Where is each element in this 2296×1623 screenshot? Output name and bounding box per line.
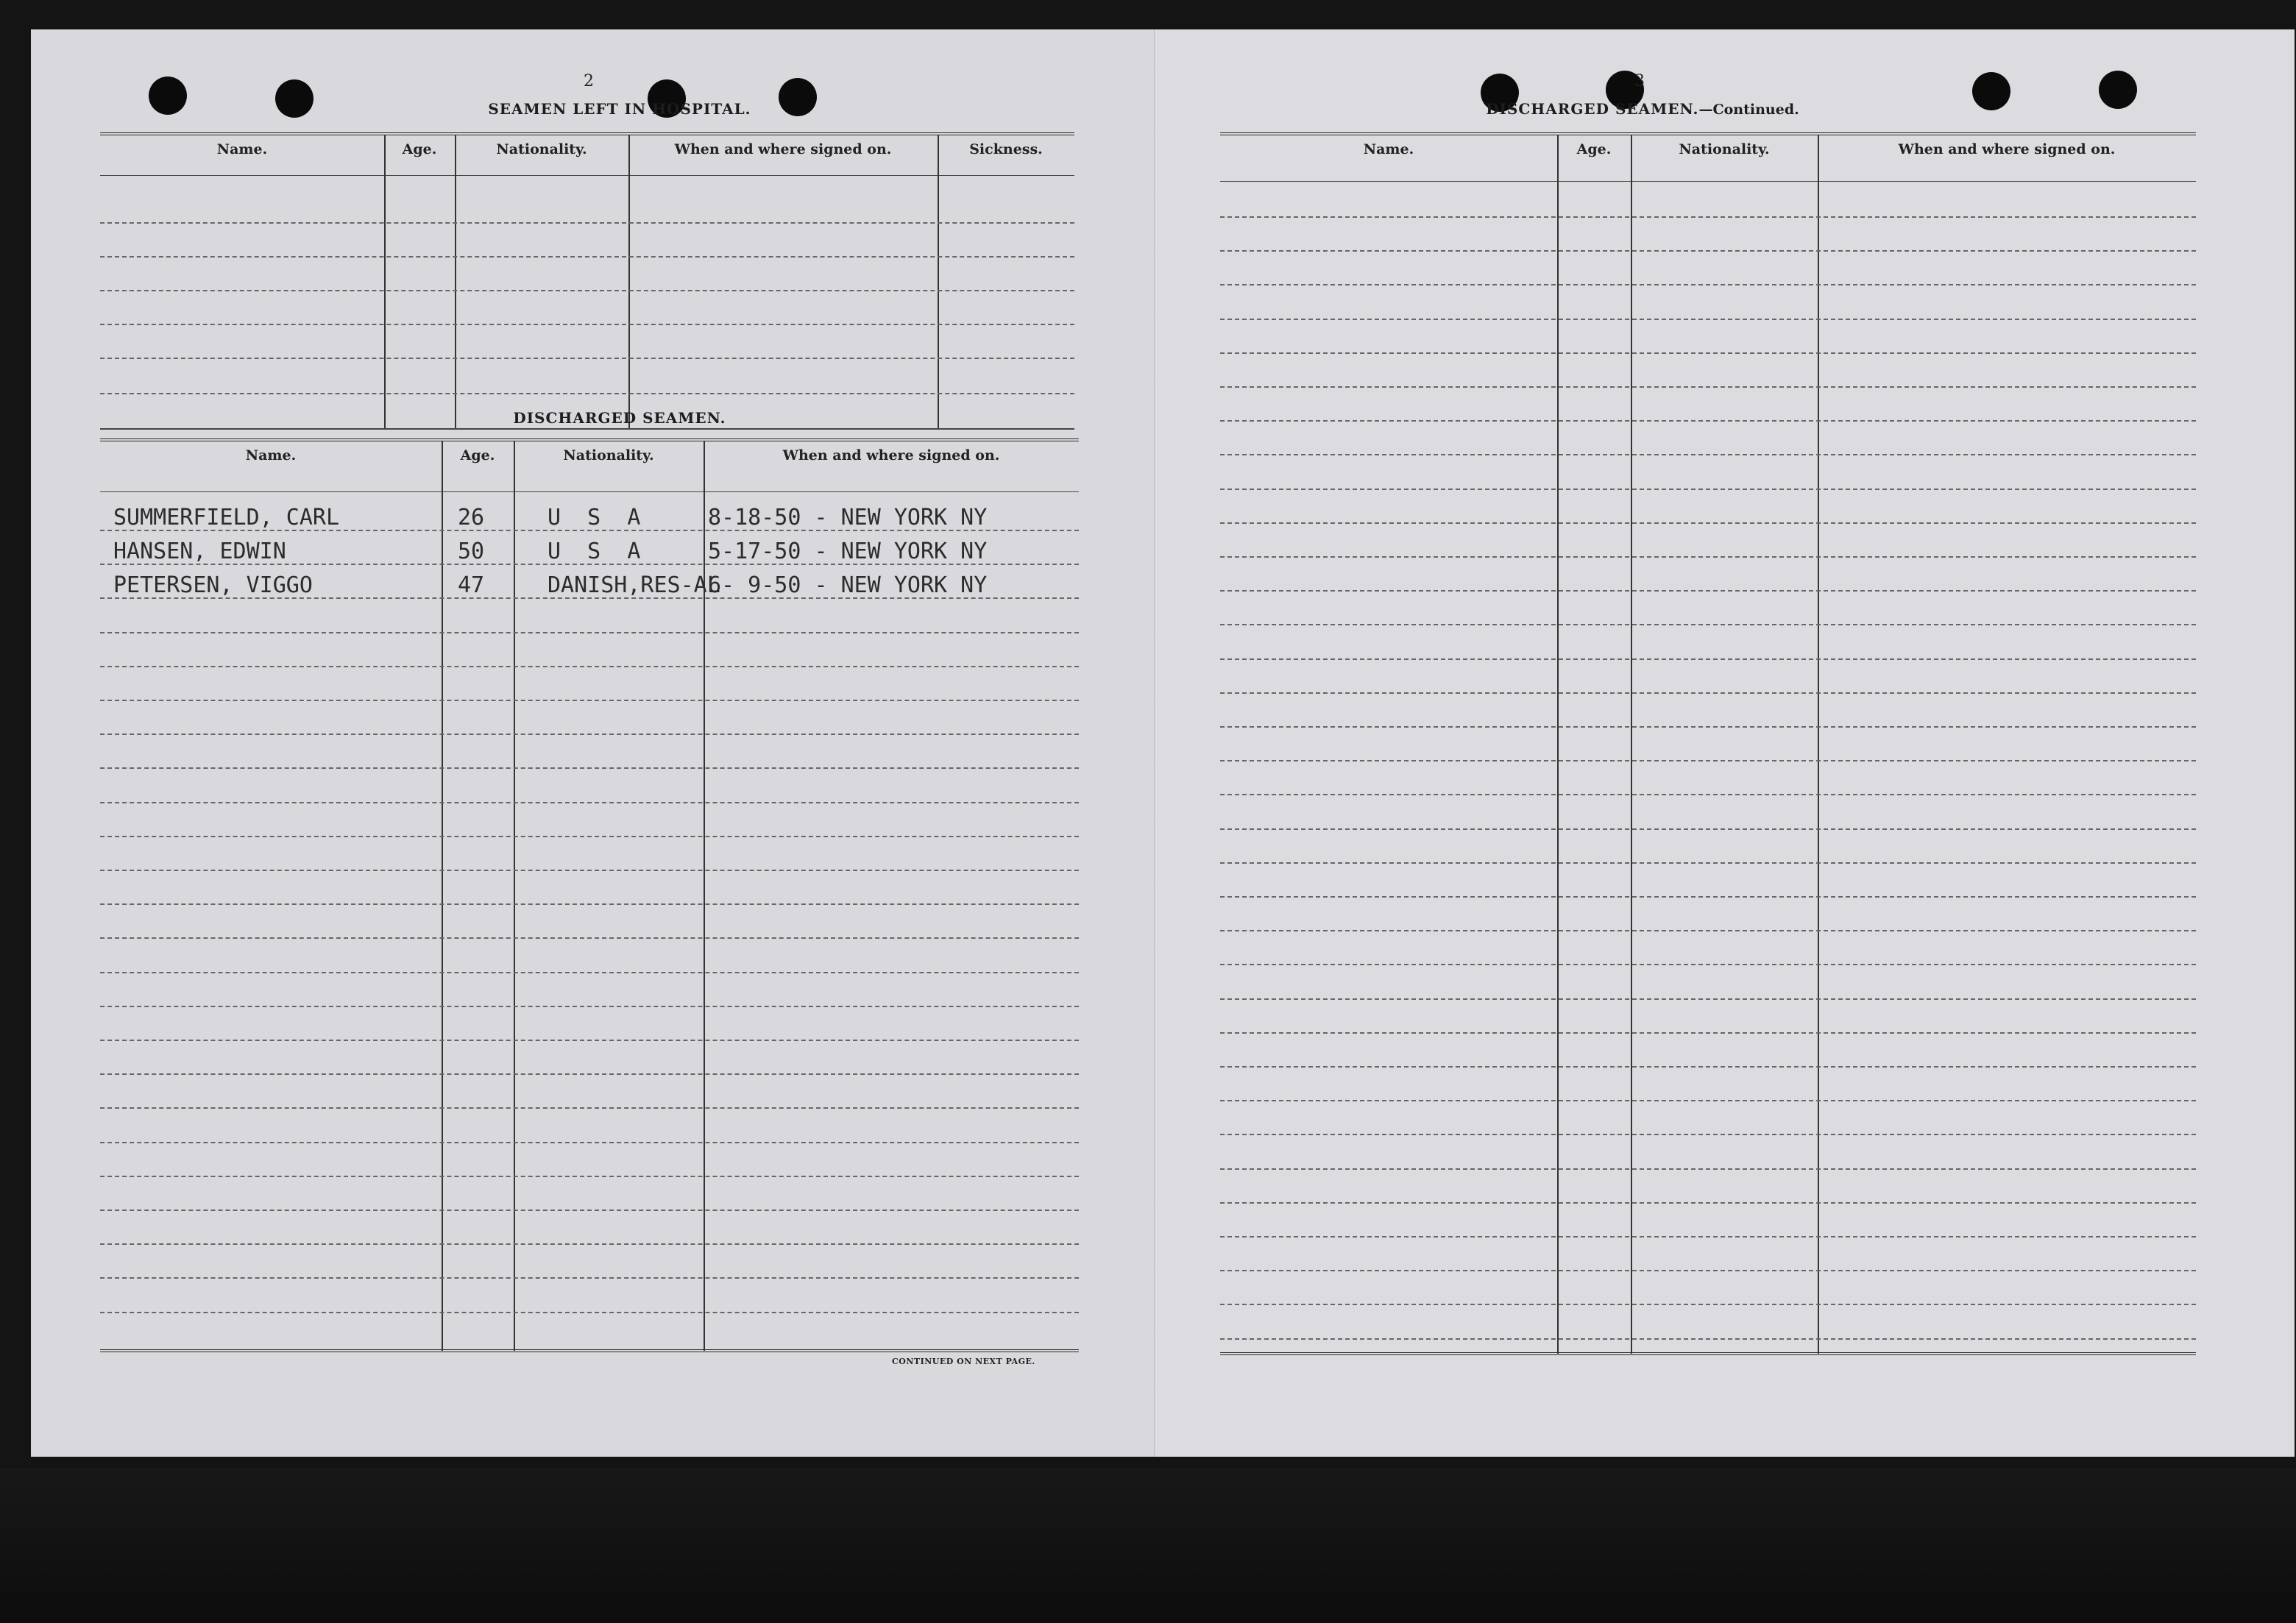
seaman-signed-on: 8-18-50 - NEW YORK NY xyxy=(708,505,988,530)
column-divider xyxy=(938,135,939,430)
ruled-line xyxy=(100,290,1074,291)
discharged-section-title: DISCHARGED SEAMEN. xyxy=(513,409,726,427)
ruled-line xyxy=(100,870,1079,871)
header-rule xyxy=(100,491,1079,492)
ruled-line xyxy=(1220,352,2196,354)
column-header-name: Name. xyxy=(245,447,297,464)
column-header-sickness: Sickness. xyxy=(969,141,1043,157)
table-row xyxy=(100,536,1079,568)
ruled-line xyxy=(1220,896,2196,898)
discharged-continued-table xyxy=(1220,132,2196,1357)
ruled-line xyxy=(1220,1168,2196,1170)
ruled-line xyxy=(100,428,1074,430)
seaman-name: SUMMERFIELD, CARL xyxy=(113,505,340,530)
ruled-line xyxy=(100,937,1079,939)
ruled-line xyxy=(100,1243,1079,1245)
ruled-line xyxy=(100,1006,1079,1007)
ruled-line xyxy=(1220,1134,2196,1135)
ruled-line xyxy=(1220,420,2196,422)
ruled-line xyxy=(1220,726,2196,728)
column-header-name: Name. xyxy=(216,141,268,157)
seaman-name: HANSEN, EDWIN xyxy=(113,539,286,564)
column-header-age: Age. xyxy=(1576,141,1612,157)
ruled-line xyxy=(1220,998,2196,1000)
ruled-line xyxy=(1220,828,2196,830)
page-number: 2 xyxy=(584,72,594,90)
seaman-signed-on: 6- 9-50 - NEW YORK NY xyxy=(708,572,988,598)
ruled-line xyxy=(1220,1066,2196,1068)
column-header-name: Name. xyxy=(1363,141,1414,157)
discharged-continued-title xyxy=(1451,100,1834,118)
ruled-line xyxy=(1220,1202,2196,1204)
ruled-line xyxy=(1220,760,2196,761)
discharged-table xyxy=(100,438,1079,1354)
ruled-line xyxy=(100,1107,1079,1109)
column-header-age: Age. xyxy=(460,447,495,464)
ruled-line xyxy=(1220,930,2196,931)
ruled-line xyxy=(1220,1338,2196,1340)
ruled-line xyxy=(1220,216,2196,218)
column-header-nationality: Nationality. xyxy=(1679,141,1770,157)
section-title-suffix: —Continued. xyxy=(1698,102,1799,118)
ruled-line xyxy=(100,1040,1079,1041)
ruled-line xyxy=(1220,319,2196,320)
ruled-line xyxy=(1220,284,2196,285)
ruled-line xyxy=(1220,1236,2196,1237)
ruled-line xyxy=(1220,522,2196,524)
ruled-line xyxy=(1220,1100,2196,1101)
column-header-nationality: Nationality. xyxy=(563,447,654,464)
ruled-line xyxy=(100,734,1079,735)
seaman-age: 26 xyxy=(458,505,485,530)
table-bottom-rule xyxy=(1220,1352,2196,1355)
header-rule xyxy=(1220,181,2196,182)
ruled-line xyxy=(1220,489,2196,490)
punch-hole xyxy=(1972,72,2010,110)
ruled-line xyxy=(100,632,1079,633)
column-divider xyxy=(384,135,386,430)
ruled-line xyxy=(100,666,1079,667)
seaman-nationality: DANISH,RES-AL xyxy=(548,572,720,598)
ruled-line xyxy=(1220,692,2196,694)
ruled-line xyxy=(1220,1032,2196,1034)
table-row xyxy=(100,569,1079,602)
ruled-line xyxy=(100,1142,1079,1143)
column-header-signed-on: When and where signed on. xyxy=(782,447,1000,464)
ruled-line xyxy=(100,222,1074,224)
ruled-line xyxy=(1220,624,2196,625)
table-bottom-rule xyxy=(100,1349,1079,1352)
left-page xyxy=(31,29,1155,1457)
column-header-signed-on: When and where signed on. xyxy=(674,141,892,157)
punch-hole xyxy=(149,77,187,115)
ruled-line xyxy=(100,700,1079,701)
column-header-nationality: Nationality. xyxy=(496,141,587,157)
continued-note: CONTINUED ON NEXT PAGE. xyxy=(892,1357,1035,1366)
page-number: 3 xyxy=(1634,72,1645,90)
ruled-line xyxy=(1220,794,2196,795)
ruled-line xyxy=(100,903,1079,905)
ruled-line xyxy=(1220,862,2196,864)
ruled-line xyxy=(100,324,1074,325)
punch-hole xyxy=(275,79,313,118)
ruled-line xyxy=(100,1176,1079,1177)
section-title-text: DISCHARGED SEAMEN. xyxy=(1486,100,1699,118)
ruled-line xyxy=(1220,1270,2196,1271)
ruled-line xyxy=(100,1210,1079,1211)
column-header-signed-on: When and where signed on. xyxy=(1898,141,2116,157)
ruled-line xyxy=(100,1073,1079,1075)
ruled-line xyxy=(1220,250,2196,252)
ruled-line xyxy=(100,767,1079,769)
ruled-line xyxy=(100,1312,1079,1313)
ruled-line xyxy=(100,972,1079,973)
punch-hole xyxy=(2099,71,2137,109)
ruled-line xyxy=(1220,386,2196,388)
header-rule xyxy=(100,175,1074,176)
ruled-line xyxy=(100,802,1079,803)
seaman-nationality: U S A xyxy=(548,539,641,564)
ruled-line xyxy=(1220,964,2196,965)
ruled-line xyxy=(100,393,1074,394)
ruled-line xyxy=(1220,658,2196,660)
seaman-signed-on: 5-17-50 - NEW YORK NY xyxy=(708,539,988,564)
ruled-line xyxy=(1220,590,2196,592)
ruled-line xyxy=(100,1277,1079,1279)
scanner-background xyxy=(0,1468,2296,1623)
seaman-age: 50 xyxy=(458,539,485,564)
ruled-line xyxy=(100,256,1074,258)
ruled-line xyxy=(1220,556,2196,558)
hospital-section-title: SEAMEN LEFT IN HOSPITAL. xyxy=(488,100,751,118)
hospital-table xyxy=(100,132,1074,430)
ruled-line xyxy=(1220,454,2196,455)
ruled-line xyxy=(100,358,1074,359)
seaman-age: 47 xyxy=(458,572,485,598)
seaman-nationality: U S A xyxy=(548,505,641,530)
seaman-name: PETERSEN, VIGGO xyxy=(113,572,313,598)
ruled-line xyxy=(1220,1304,2196,1305)
ruled-line xyxy=(100,836,1079,837)
table-row xyxy=(100,502,1079,534)
column-header-age: Age. xyxy=(402,141,437,157)
column-divider xyxy=(455,135,456,430)
right-page xyxy=(1157,29,2295,1457)
column-divider xyxy=(628,135,630,430)
